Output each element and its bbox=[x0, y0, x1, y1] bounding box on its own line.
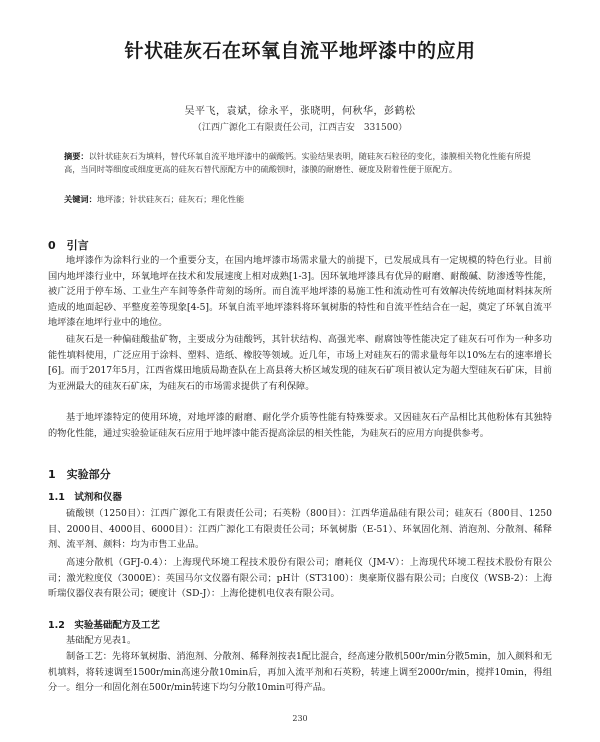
keywords-block bbox=[64, 193, 540, 206]
abstract-block bbox=[64, 150, 540, 176]
instruments-paragraph: 高速分散机（GFJ-0.4）：上海现代环境工程技术股份有限公司；磨耗仪（JM-V）：上海现代环境工程技术股份有限公司；激光粒度仪（3000E）：英国马尔文仪器有限公司；pH计（ST3100）：奥豪斯仪器有限公司；白度仪（WSB-2）：上海昕瑞仪器仪表有限公司；硬度计（SD-J）：上海伦捷机电仪表有限公司。 bbox=[48, 557, 552, 600]
abstract-text: 以针状硅灰石为填料，替代环氧自流平地坪漆中的碳酸钙。实验结果表明，随硅灰石粒径的变化，漆膜相关物化性能有所提高，当同时等细度或细度更高的硅灰石替代原配方中的硫酸钡时，漆膜的耐磨性、硬度及附着性便于原配方。 bbox=[64, 151, 531, 174]
page-number: 230 bbox=[292, 714, 308, 723]
intro-paragraph-3: 基于地坪漆特定的使用环境，对地坪漆的耐磨、耐化学介质等性能有特殊要求。又因硅灰石产品相比其他粉体有其独特的物化性能，通过实验验证硅灰石应用于地坪漆中能否提高涂层的相关性能，为硅灰石的应用方向提供参考。 bbox=[48, 412, 552, 439]
subsection-heading-formulation: 1.2 实验基础配方及工艺 bbox=[48, 620, 160, 631]
paper-title: 针状硅灰石在环氧自流平地坪漆中的应用 bbox=[124, 40, 476, 62]
intro-paragraph-1: 地坪漆作为涂料行业的一个重要分支，在国内地坪漆市场需求量大的前提下，已发展成具有一定规模的特色行业。目前国内地坪漆行业中，环氧地坪在技术和发展速度上相对成熟[1-3]。因环氧地坪漆具有优异的耐磨、耐酸碱、防渗透等性能，被广泛用于停车场、工业生产车间等条件苛刻的场所。而自流平地坪漆的易施工性和流动性可有效解决传统地面材料抹灰所造成的地面起砂、平整度差等现象[4-5]。环氧自流平地坪漆料将环氧树脂的特性和自流平性结合在一起，奠定了环氧自流平地坪漆在地坪行业中的地位。 bbox=[48, 255, 552, 329]
intro-paragraph-2: 硅灰石是一种偏硅酸盐矿物，主要成分为硅酸钙，其针状结构、高强光率、耐腐蚀等性能决定了硅灰石可作为一种多功能性填料使用，广泛应用于涂料、塑料、造纸、橡胶等领域。近几年，市场上对硅灰石的需求量每年以10%左右的速率增长[6]。而于2017年5月，江西省煤田地质局勘查队在上高县蒋大桥区域发现的硅灰石矿项目被认定为超大型硅灰石矿床，目前为亚洲最大的硅灰石矿床，为硅灰石的市场需求提供了有利保障。 bbox=[48, 334, 552, 392]
abstract-label: 摘要： bbox=[64, 151, 89, 161]
formulation-paragraph-1: 基础配方见表1。 bbox=[66, 635, 137, 646]
reagents-paragraph: 硫酸钡（1250目）：江西广源化工有限责任公司；石英粉（800目）：江西华道晶硅有限公司；硅灰石（800目、1250目、2000目、4000目、6000目）：江西广源化工有限责任公司；环氧树脂（E-51）、环氧固化剂、消泡剂、分散剂、稀释剂、流平剂、颜料：均为市售工业品。 bbox=[48, 508, 552, 551]
subsection-heading-reagents: 1.1 试剂和仪器 bbox=[48, 492, 122, 503]
author-list: 吴平飞，袁斌，徐永平，张晓明，何秋华，彭鹤松 bbox=[184, 106, 416, 117]
affiliation: （江西广源化工有限责任公司，江西吉安 331500） bbox=[192, 123, 408, 133]
section-heading-intro: 0 引言 bbox=[48, 239, 89, 252]
section-heading-experimental: 1 实验部分 bbox=[48, 468, 111, 481]
keywords-text: 地坪漆；针状硅灰石；硅灰石；理化性能 bbox=[96, 194, 245, 204]
formulation-paragraph-2: 制备工艺：先将环氧树脂、消泡剂、分散剂、稀释剂按表1配比混合，经高速分散机500r/min分散5min，加入颜料和无机填料，将转速调至1500r/min高速分散10min后，再加入流平剂和石英粉，转速上调至2000r/min，搅拌10min，得组分一。组分一和固化剂在500r/min转速下均匀分散10min可得产品。 bbox=[48, 651, 552, 694]
keywords-label: 关键词： bbox=[64, 194, 97, 204]
